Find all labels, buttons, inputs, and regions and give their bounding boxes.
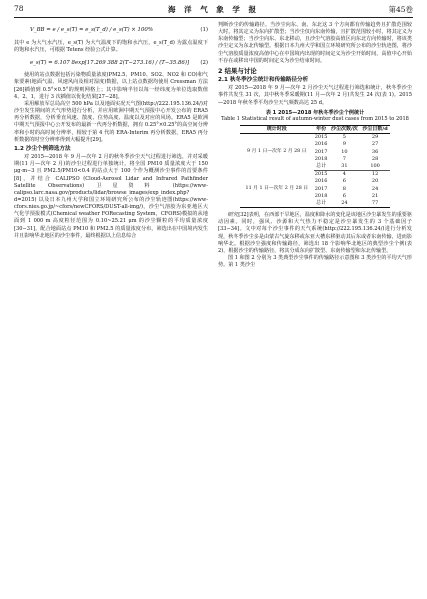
table-header-cell: 统计时段 [266, 125, 287, 132]
table-row [240, 171, 390, 179]
paragraph: 使用的站点数据包括污染物质量浓度(PM2.5、PM10、SO2、NO2 和 CO)和气象要素(地面气温、风速风向及相对湿度)数据，以上站点数据均使用 Cressman 方法[26]插值到 0.5°×0.5°的规则网格上；其中影响半径以每一经纬度为单位选取数值 4、2、1，进行 3 次插值以优化结果[27−28]。 [14, 72, 208, 100]
table-cell: 100 [360, 163, 390, 171]
page-number: 78 [14, 4, 24, 13]
formula-1-expression: V_BB = e / e_s(T) = e_s(T_d) / e_s(T) × 100% [30, 27, 153, 34]
table-cell: 21 [371, 192, 379, 199]
table-cell: 7 [342, 155, 346, 162]
table-cell: 2015 [314, 134, 328, 141]
table-1 [240, 125, 390, 208]
table-cell: 2017 [314, 185, 328, 192]
left-column [14, 22, 208, 240]
table-cell: 9 [342, 141, 346, 148]
table-1-caption-en: Table 1 Statistical result of autumn-winter dust cases from 2015 to 2018 [221, 116, 409, 123]
paragraph: 图 1 和图 2 分别为 3 类典型沙尘事件的传输路径示意图和 3 类沙尘的平均天气形势。第 1 类沙尘 [218, 255, 412, 269]
table-cell: 77 [371, 199, 379, 206]
subsection-heading-1-2: 1.2 沙尘个例筛选方法 [14, 145, 71, 152]
table-cell: 12 [371, 171, 379, 178]
running-header [14, 4, 413, 16]
table-cell: 2016 [314, 178, 328, 185]
table-cell: 28 [371, 155, 379, 162]
table-cell: 31 [329, 163, 361, 171]
table-group-label: 11 月 1 日—次年 2 月 28 日 [245, 185, 309, 191]
table-cell: 总计 [316, 199, 327, 206]
table-cell: 2017 [314, 148, 328, 155]
journal-title: 海 洋 气 象 学 报 [167, 5, 260, 14]
table-group-label: 9 月 1 日—次年 2 月 28 日 [247, 149, 307, 155]
table-cell: 总计 [314, 163, 329, 171]
table-cell: 24 [371, 185, 379, 192]
paragraph: 判断沙尘的传输路径。当沙尘向东、南、东北这 3 个方向都有传输趋势且扩散范围较大时，将其定义为东向扩散型；当沙尘仅向东南传输，且扩散范围较小时，将其定义为东南传输型；当沙尘向东、东北移动，且沙尘气溶胶高值区向东北方向传输时，将该类沙尘定义为东北传输型。根据日本九州大学和国立环境研究所公布的沙尘轨迹图，将沙尘气溶胶质量浓度高值中心在中国境内出现的时间定义为沙尘开始时间，高值中心开始不存在或移出中国的时间定义为沙尘结束时间。 [218, 22, 412, 64]
table-cell: 10 [341, 148, 348, 155]
table-cell: 2016 [314, 141, 328, 148]
table-cell: 20 [371, 178, 379, 185]
paragraph: 对 2015—2018 年 9 月—次年 2 月沙尘天气过程进行筛选和统计，秋冬季沙尘事件共发生 31 次，其中秋冬季采暖期(11 月—次年 2 月)共发生 24 次(表 1)。2015—2018 年秋冬季平均沙尘天气频数高达 25 d。 [218, 85, 412, 106]
paragraph: 对 2015—2018 年 9 月—次年 2 月的秋冬季沙尘天气过程进行筛选，并对采暖期(11 月—次年 2 月)的沙尘过程进行单独统计。将全国 PM10 质量浓度大于 150 μg·m−3 且 PM2.5/PM10<0.4 的站点大于 100 个作为概测沙尘事件的首要条件[8]，并结合 CALIPSO (Cloud-Aerosol Lidar and Infrared Pathfinder Satellite Observations) 卫星资料 (https://www-calipso.larc.nasa.gov/products/lidar/browse_images/exp_index.php? d=2015) 以及日本九州大学和国立环境研究所公布的沙尘轨迹图(https://www-cfors.nies.go.jp/~cfors/newCFORS/DUST-all-img/)，沙尘气溶胶为东亚地区大气化学预报模式(Chemical weather FORecasting System，CFORS)模拟的从地面到 1 000 m 高度粒径范围为 0.10~25.21 μm 的沙尘颗粒的平均质量浓度[30−31]，配合地面站点 PM10 和 PM2.5 的质量浓度分布，筛选出在中国境内发生并且影响华北地区的沙尘事件，最终根据以上信息综合 [14, 154, 208, 239]
section-heading-2: 2 结果与讨论 [218, 66, 257, 75]
volume-label: 第45卷 [388, 5, 413, 14]
table-cell: 4 [342, 171, 346, 178]
table-cell: 24 [341, 199, 348, 206]
table-cell: 2015 [314, 171, 328, 178]
table-cell: 8 [342, 185, 346, 192]
formula-2 [14, 54, 208, 72]
formula-2-number: (2) [200, 59, 208, 66]
table-cell: 29 [371, 134, 379, 141]
formula-1 [14, 22, 208, 40]
table-cell: 27 [371, 141, 379, 148]
table-1-caption-cn: 表 1 2015—2018 年秋冬季沙尘个例统计 [265, 109, 365, 116]
table-header-cell: 沙尘次数/次 [330, 125, 358, 132]
table-cell: 2018 [314, 155, 328, 162]
formula-2-expression: e_s(T) = 6.107 8exp[17.269 388 2(T−273.16) / (T−35.86)] [30, 59, 190, 66]
table-header-cell: 年份 [316, 125, 327, 132]
table-cell: 6 [342, 192, 346, 199]
table-cell: 36 [371, 148, 379, 155]
table-row [240, 134, 390, 142]
paragraph: 其中 e 为大气水汽压，e_s(T) 为大气温度下的饱和水汽压，e_s(T_d) 为露点温度下的饱和水汽压，可根据 Tetens 经验公式计算。 [14, 40, 208, 54]
table-cell: 2018 [314, 192, 328, 199]
table-header-cell: 沙尘日数/d [362, 125, 388, 132]
paragraph: 采用解放军总局高空 500 hPa 以及地面实况天气图(http://222.195.136.24/)对沙尘发生期间的天气形势进行分析，并应用欧洲中期天气预报中心开发公布的 ERA5 再分析数据，分析垂直风速、散度、位势高度、温度以及对应的风场。ERA5 是欧洲中期天气预报中心公开发布的最新一代再分析数据，拥有 0.25°×0.25°的高空间分辨率和小时的高时间分辨率，相较于第 4 代的 ERA-Interim 再分析数据，ERA5 再分析数据的时空分辨率得到大幅提升[29]。 [14, 100, 208, 143]
formula-1-number: (1) [200, 27, 208, 34]
table-header-row [240, 125, 390, 133]
table-cell: 6 [342, 178, 346, 185]
table-1-caption [218, 110, 412, 123]
paragraph: 研究[32]表明，在西部干旱地区，温度和降水的变化是该地区沙尘暴发生的重要驱动因素。同时，强风、沙源和大气热力不稳定是沙尘暴发生的 3 个基础因子[33−34]。文中对每个沙尘事件的天气系统(http://222.195.136.24/)进行分析发现，秋冬季沙尘多是由蒙古气旋东移或东亚大槽东移驱动其后东或者东南传输，进而影响华北。根据沙尘强度和传输路径，筛选出 18 个影响华北地区的典型沙尘个例(表 2)，根据沙尘的传输路径，将其分成东向扩散型、东南传输型和东北传输型。 [218, 212, 412, 254]
subsection-heading-2-1: 2.1 秋冬季沙尘统计和传输路径分析 [218, 77, 309, 84]
right-column [218, 22, 412, 269]
header-rule [14, 17, 413, 18]
table-cell: 5 [342, 134, 346, 141]
